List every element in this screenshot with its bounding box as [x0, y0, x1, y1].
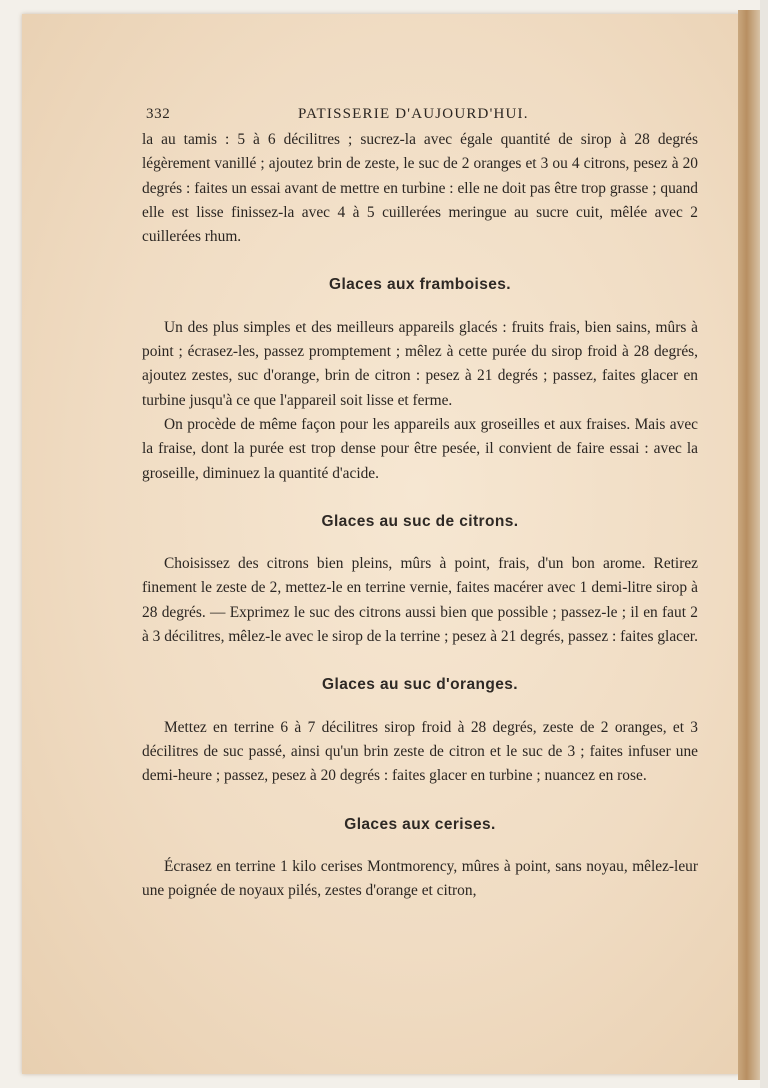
page-number: 332 — [146, 106, 171, 122]
paragraph-oranges: Mettez en terrine 6 à 7 décilitres sirop froid à 28 degrés, zeste de 2 oranges, et 3 décilitres de suc passé, ainsi qu'un brin zeste de citron et le suc de 3 ; faites infuser une demi-heure ; passez, pesez à 20 degrés : faites glacer en turbine ; nuancez en rose. — [142, 718, 698, 785]
running-header — [142, 102, 698, 128]
section-title-framboises: Glaces aux framboises. — [329, 276, 511, 294]
book-spine-edge — [738, 10, 760, 1080]
paragraph-cerises: Écrasez en terrine 1 kilo cerises Montmorency, mûres à point, sans noyau, mêlez-leur une poignée de noyaux pilés, zestes d'orange et citron, — [142, 857, 698, 900]
paragraph-framboises-2: On procède de même façon pour les appareils aux groseilles et aux fraises. Mais avec la fraise, dont la purée est trop dense pour être pesée, il convient de faire essai : avec la groseille, diminuez la quantité d'acide. — [142, 415, 698, 482]
scan-edge — [760, 0, 768, 1088]
paragraph-framboises-1: Un des plus simples et des meilleurs appareils glacés : fruits frais, bien sains, mûrs à point ; écrasez-les, passez promptement ; mêlez à cette purée du sirop froid à 28 degrés, ajoutez zestes, suc d'orange, brin de citron : pesez à 21 degrés ; passez, faites glacer en turbine jusqu'à ce que l'appareil soit lisse et ferme. — [142, 318, 698, 409]
section-title-citrons: Glaces au suc de citrons. — [321, 512, 519, 530]
intro-paragraph: la au tamis : 5 à 6 décilitres ; sucrez-la avec égale quantité de sirop à 28 degrés légèrement vanillé ; ajoutez brin de zeste, le suc de 2 oranges et 3 ou 4 citrons, pesez à 20 degrés : faites un essai avant de mettre en turbine : elle ne doit pas être trop grasse ; quand elle est lisse finissez-la avec 4 à 5 cuillerées meringue au sucre cuit, mêlée avec 2 cuillerées rhum. — [142, 131, 698, 246]
section-title-oranges: Glaces au suc d'oranges. — [322, 676, 518, 694]
section-title-cerises: Glaces aux cerises. — [344, 815, 496, 833]
page-content — [142, 102, 698, 903]
paragraph-citrons: Choisissez des citrons bien pleins, mûrs à point, frais, d'un bon arome. Retirez finement le zeste de 2, mettez-le en terrine vernie, faites macérer avec 1 demi-litre sirop à 28 degrés. — Exprimez le suc des citrons aussi bien que possible ; passez-le ; il en faut 2 à 3 décilitres, mêlez-le avec le sirop de la terrine ; pesez à 21 degrés, passez : faites glacer. — [142, 555, 698, 646]
running-title: PATISSERIE D'AUJOURD'HUI. — [298, 106, 529, 122]
